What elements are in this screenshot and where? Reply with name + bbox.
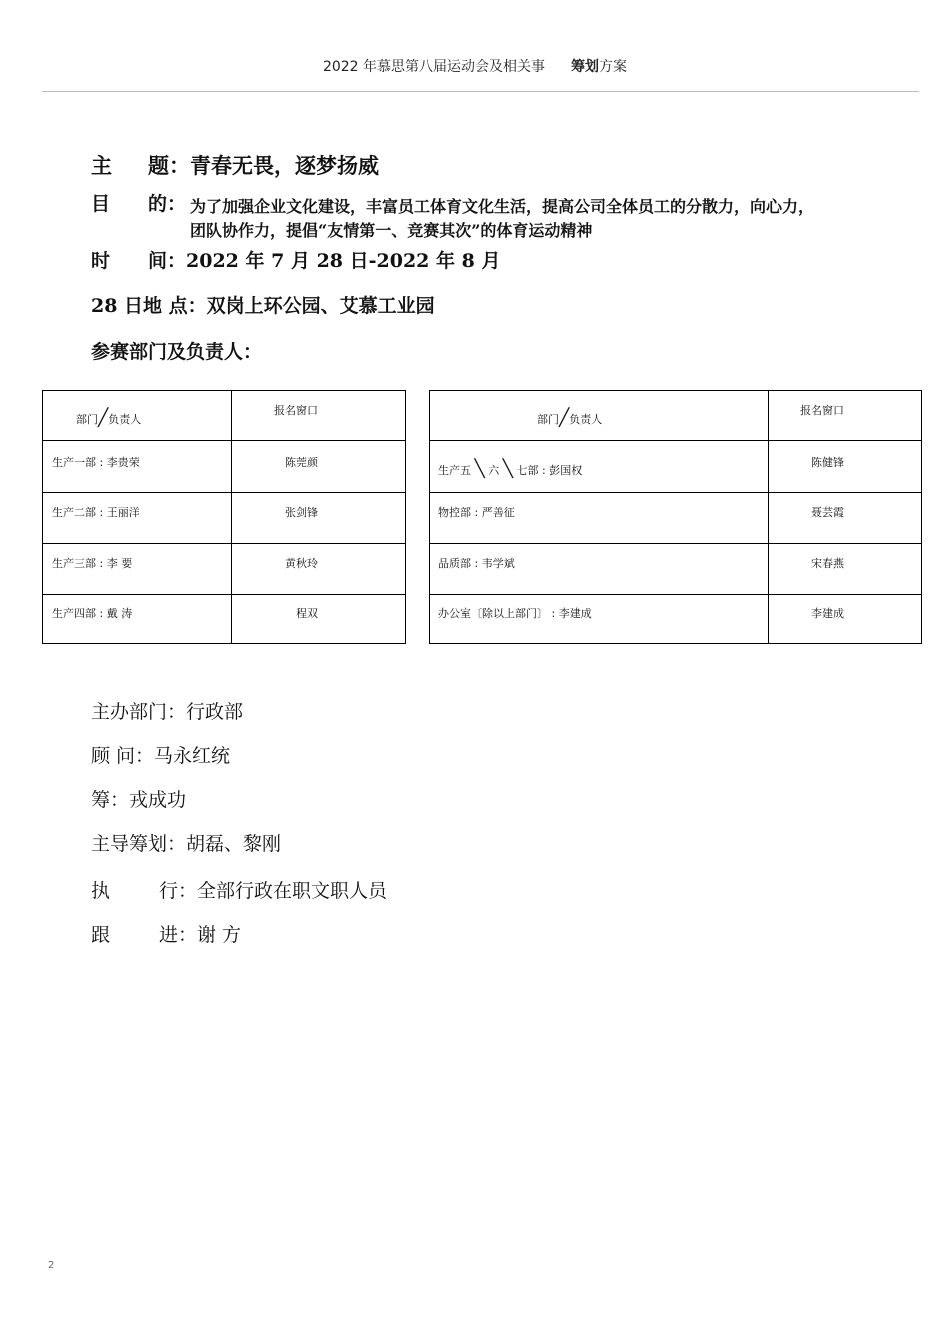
table-row-window: 张剑锋 [285, 506, 318, 519]
follow-up [91, 920, 241, 947]
table-row-dept: 品质部 : 韦学斌 [438, 557, 515, 570]
table-row-window: 聂芸霞 [811, 506, 844, 519]
theme-line [91, 150, 379, 180]
table-row-dept: 生产四部 : 戴 涛 [52, 607, 133, 620]
table-row-window: 陈健锋 [811, 456, 844, 469]
header-owner-text: 负责人 [569, 413, 603, 426]
lead-planning: 主导筹划：胡磊、黎刚 [91, 833, 282, 855]
table-row-dept: 生产二部 : 王丽洋 [52, 506, 140, 519]
page-number: 2 [48, 1260, 55, 1271]
place-line: 28 日地 点：双岗上环公园、艾慕工业园 [91, 295, 435, 317]
table-row-dept: 生产一部 : 李贵荣 [52, 456, 140, 469]
header-title-part1: 2022 年慕思第八届运动会及相关事 [322, 59, 546, 75]
table-header-dept [76, 408, 141, 428]
backslash-separator: ╲ [474, 459, 485, 479]
table-row-dept [438, 459, 582, 479]
header-title-part2: 筹划 [571, 59, 600, 75]
table-row-dept: 生产三部 : 李 要 [52, 557, 133, 570]
follow-label-2: 进：谢 方 [159, 924, 242, 946]
purpose-label-2: 的： [148, 193, 187, 215]
follow-label-1: 跟 [91, 924, 111, 946]
departments-table-right [429, 390, 922, 644]
table-header-window: 报名窗口 [274, 404, 318, 417]
table-row-window: 黄秋玲 [285, 557, 318, 570]
backslash-separator: ╲ [502, 459, 513, 479]
purpose-label [91, 189, 186, 216]
header-owner-text: 负责人 [108, 413, 142, 426]
time-label-2: 间： [148, 250, 187, 272]
header-divider [42, 91, 919, 92]
table-header-window: 报名窗口 [800, 404, 844, 417]
document-header [0, 56, 950, 76]
time-line [91, 246, 500, 273]
table-row-dept: 物控部 : 严善征 [438, 506, 515, 519]
table-row-dept: 办公室〔除以上部门〕 : 李建成 [438, 607, 592, 620]
departments-label: 参赛部门及负责人： [91, 341, 263, 363]
table-row-window: 陈莞颜 [285, 456, 318, 469]
header-dept-text: 部门 [76, 413, 98, 426]
theme-label-2: 题： [148, 153, 190, 178]
execution-label-2: 行：全部行政在职文职人员 [159, 880, 388, 902]
table-header-dept [537, 408, 602, 428]
time-label-1: 时 [91, 250, 111, 272]
host-department: 主办部门：行政部 [91, 701, 244, 723]
slash-separator: ╱ [559, 408, 570, 428]
dept-part-b: 六 [488, 464, 500, 477]
table-row-window: 程双 [296, 607, 318, 620]
purpose-label-1: 目 [91, 193, 111, 215]
dept-part-a: 生产五 [438, 464, 471, 477]
dept-part-c: 七部 : 彭国权 [516, 464, 583, 477]
header-dept-text: 部门 [537, 413, 559, 426]
execution [91, 876, 387, 903]
purpose-line-2: 团队协作力，提倡“友情第一、竞赛其次”的体育运动精神 [190, 221, 593, 240]
advisor: 顾 问：马永红统 [91, 745, 231, 767]
table-row-window: 李建成 [811, 607, 844, 620]
departments-table-left [42, 390, 406, 644]
theme-value: 青春无畏，逐梦扬威 [190, 153, 379, 178]
time-value: 2022 年 7 月 28 日-2022 年 8 月 [186, 250, 501, 272]
theme-label-1: 主 [91, 153, 112, 178]
purpose-line-1: 为了加强企业文化建设，丰富员工体育文化生活，提高公司全体员工的分散力，向心力， [190, 197, 815, 216]
header-title-part3: 方案 [599, 59, 628, 75]
execution-label-1: 执 [91, 880, 111, 902]
planner: 筹：戎成功 [91, 789, 187, 811]
slash-separator: ╱ [98, 408, 109, 428]
table-row-window: 宋春燕 [811, 557, 844, 570]
